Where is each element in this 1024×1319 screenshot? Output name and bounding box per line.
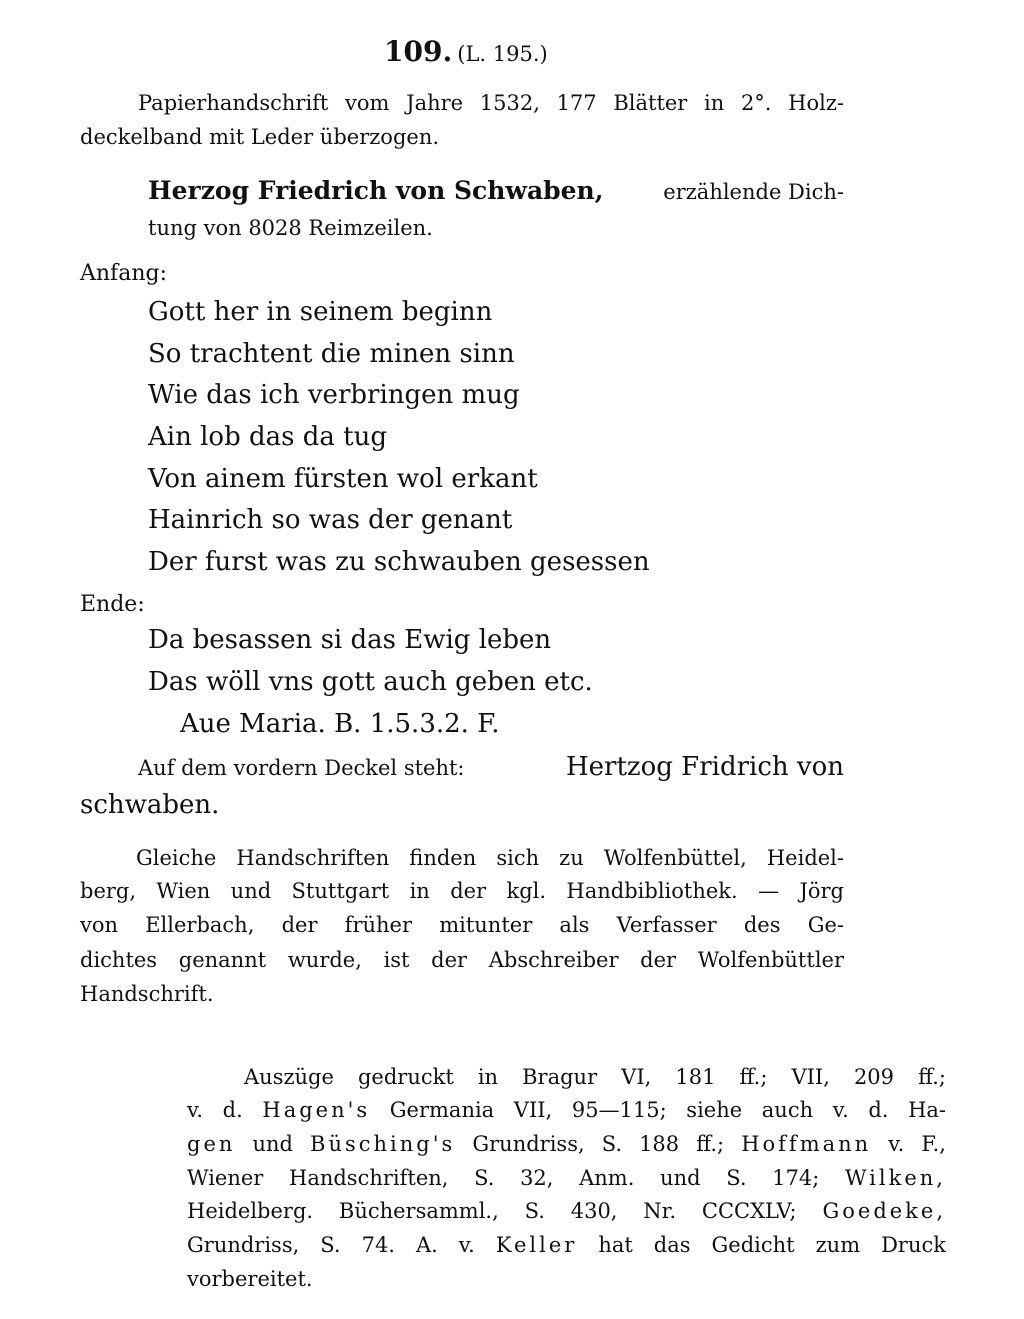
author-name: Hagen's	[262, 1098, 371, 1122]
verse-line: Hainrich so was der genant	[148, 505, 513, 535]
ende-label: Ende:	[80, 592, 145, 617]
deckel-intro: Auf dem vordern Deckel steht:	[138, 756, 465, 780]
author-name: Keller	[495, 1233, 578, 1257]
verse-line: Gott her in seinem beginn	[148, 297, 493, 327]
note-line: Gleiche Handschriften finden sich zu Wolfenbüttel, Heidel-	[136, 846, 844, 870]
verse-line: Von ainem fürsten wol erkant	[148, 464, 538, 494]
reference-line: Heidelberg. Büchersamml., S. 430, Nr. CCCXLV; Goedeke,	[187, 1199, 947, 1223]
description-line-1: Papierhandschrift vom Jahre 1532, 177 Blätter in 2°. Holz-	[138, 91, 844, 115]
work-description-line-2: tung von 8028 Reimzeilen.	[148, 216, 433, 240]
reference-line: gen und Büsching's Grundriss, S. 188 ff.; Hoffmann v. F.,	[187, 1132, 946, 1156]
author-name: Wilken,	[844, 1166, 946, 1190]
verse-line: Das wöll vns gott auch geben etc.	[148, 667, 593, 697]
author-name: Hoffmann	[741, 1132, 872, 1156]
verse-line: Wie das ich verbringen mug	[148, 380, 520, 410]
entry-number: 109.	[384, 35, 453, 68]
anfang-label: Anfang:	[80, 261, 167, 286]
deckel-inscription-line-2: schwaben.	[80, 790, 220, 820]
description-line-2: deckelband mit Leder überzogen.	[80, 125, 440, 149]
reference-line: Auszüge gedruckt in Bragur VI, 181 ff.; VII, 209 ff.;	[244, 1065, 946, 1089]
deckel-inscription: Hertzog Fridrich von	[565, 752, 844, 782]
work-title: Herzog Friedrich von Schwaben,	[148, 176, 604, 205]
entry-reference: (L. 195.)	[457, 42, 548, 66]
reference-line: Wiener Handschriften, S. 32, Anm. und S. 174; Wilken,	[187, 1166, 946, 1190]
author-name: Goedeke,	[822, 1199, 947, 1223]
work-title-line	[148, 178, 844, 203]
verse-line: Der furst was zu schwauben gesessen	[148, 547, 650, 577]
verse-line: Ain lob das da tug	[148, 422, 387, 452]
verse-line: Da besassen si das Ewig leben	[148, 625, 552, 655]
author-name: Büsching's	[310, 1132, 456, 1156]
deckel-line	[138, 754, 844, 780]
note-line: berg, Wien und Stuttgart in der kgl. Handbibliothek. — Jörg	[80, 879, 844, 903]
note-line: von Ellerbach, der früher mitunter als Verfasser des Ge-	[80, 913, 844, 937]
note-line: Handschrift.	[80, 982, 214, 1006]
reference-line: Grundriss, S. 74. A. v. Keller hat das Gedicht zum Druck	[187, 1233, 946, 1257]
reference-line: vorbereitet.	[187, 1267, 313, 1291]
reference-line: v. d. Hagen's Germania VII, 95—115; siehe auch v. d. Ha-	[187, 1098, 946, 1122]
work-description: erzählende Dich-	[663, 180, 844, 204]
verse-line: So trachtent die minen sinn	[148, 339, 515, 369]
colophon: Aue Maria. B. 1.5.3.2. F.	[180, 709, 500, 739]
entry-header	[384, 35, 548, 68]
note-line: dichtes genannt wurde, ist der Abschreiber der Wolfenbüttler	[80, 948, 844, 972]
